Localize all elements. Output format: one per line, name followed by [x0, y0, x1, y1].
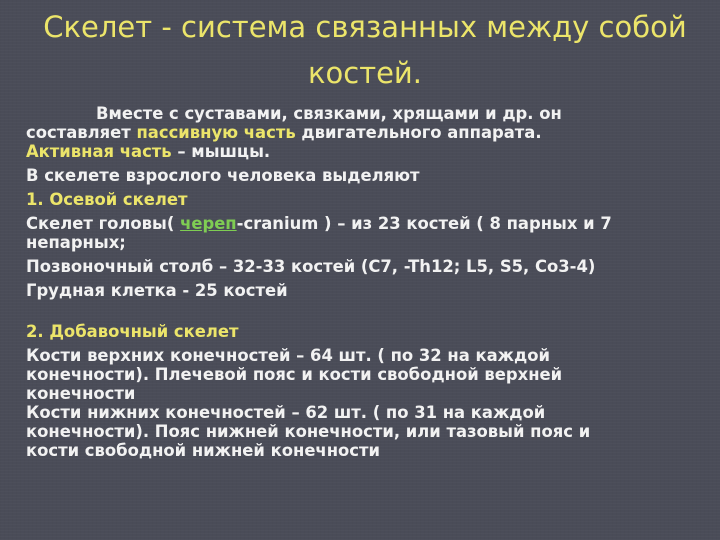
skull-line2: непарных; — [26, 233, 126, 252]
p1-line2-post: двигательного аппарата. — [295, 123, 542, 142]
skull-line1 — [26, 214, 706, 233]
slide-title: Скелет - система связанных между собой костей. — [43, 10, 687, 90]
passive-part-highlight: пассивную часть — [136, 123, 296, 142]
p2-text: В скелете взрослого человека выделяют — [26, 166, 420, 185]
spine-text: Позвоночный столб – 32-33 костей (C7, -Th12; L5, S5, Co3-4) — [26, 257, 596, 276]
p1-line3 — [26, 142, 706, 161]
slide-body — [26, 104, 706, 460]
upper-limbs-line3: конечности — [26, 384, 136, 403]
p1-line2 — [26, 123, 706, 142]
skull-post: -cranium ) – из 23 костей ( 8 парных и 7 — [236, 214, 612, 233]
p1-line3-post: – мышцы. — [171, 142, 271, 161]
axial-skeleton-heading: 1. Осевой скелет — [26, 190, 188, 209]
p1-line2-pre: составляет — [26, 123, 137, 142]
upper-limbs-line1: Кости верхних конечностей – 64 шт. ( по 32 на каждой — [26, 346, 550, 365]
skull-link[interactable]: череп — [180, 214, 237, 233]
lower-limbs-line2: конечности). Пояс нижней конечности, или тазовый пояс и — [26, 422, 591, 441]
active-part-highlight: Активная часть — [26, 142, 172, 161]
appendicular-skeleton-heading: 2. Добавочный скелет — [26, 322, 239, 341]
chest-text: Грудная клетка - 25 костей — [26, 281, 288, 300]
p1-line1: Вместе с суставами, связками, хрящами и др. он — [96, 104, 562, 123]
skull-pre: Скелет головы( — [26, 214, 181, 233]
upper-limbs-line2: конечности). Плечевой пояс и кости свободной верхней — [26, 365, 563, 384]
lower-limbs-line1: Кости нижних конечностей – 62 шт. ( по 31 на каждой — [26, 403, 546, 422]
lower-limbs-line3: кости свободной нижней конечности — [26, 441, 380, 460]
